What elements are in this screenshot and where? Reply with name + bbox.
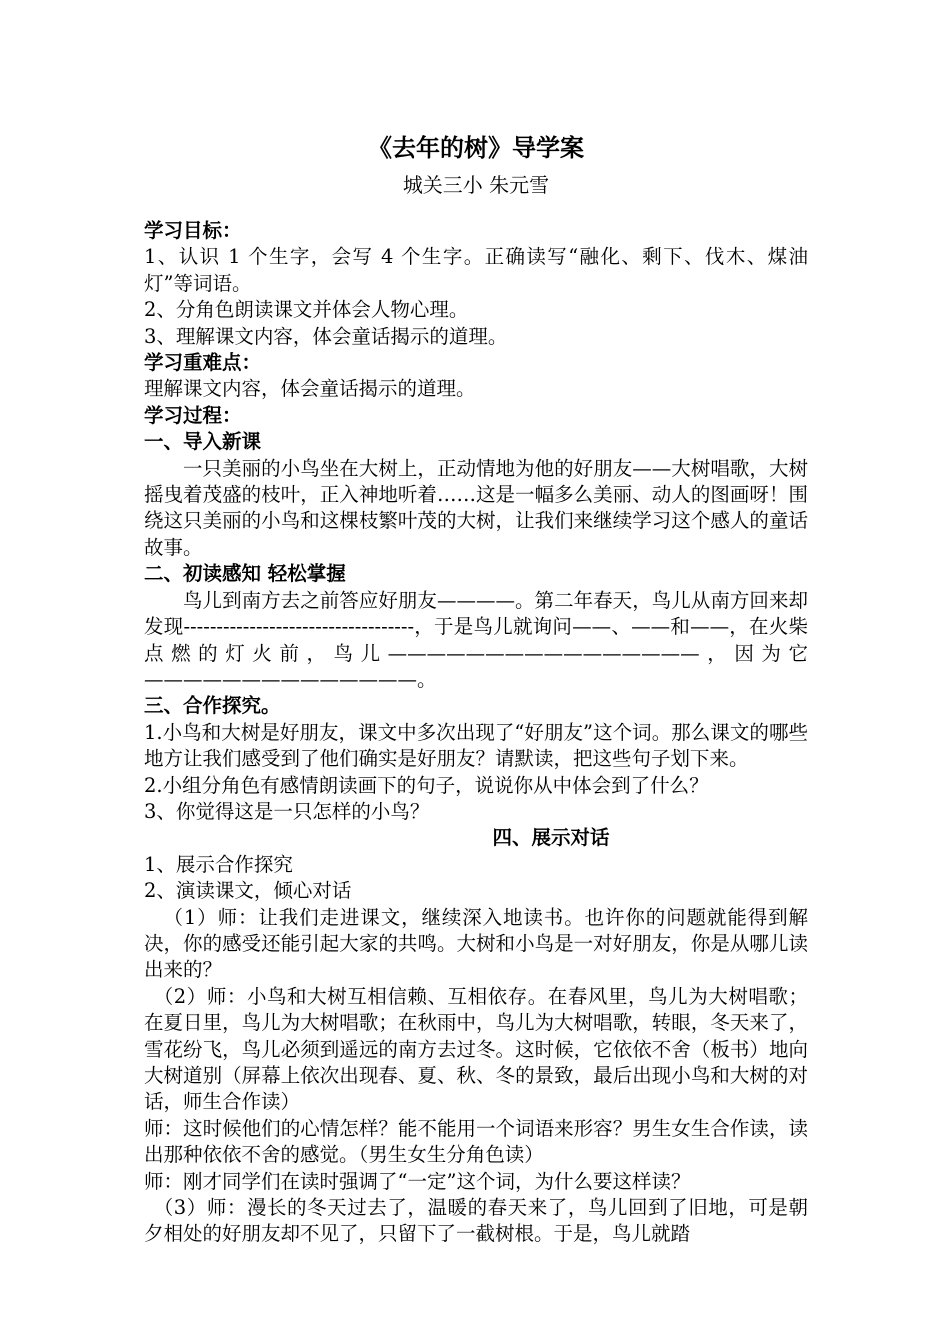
section-item: 1、展示合作探究	[144, 852, 293, 876]
key-points-text: 理解课文内容，体会童话揭示的道理。	[144, 377, 476, 401]
section-paragraph: 鸟儿到南方去之前答应好朋友————。第二年春天，鸟儿从南方回来却发现-----------------------------------，于是鸟儿就询问——、——和——，在火柴点燃的灯火前，鸟儿————————————————，因为它——————————————。	[144, 588, 808, 691]
dialogue-paragraph: （1）师：让我们走进课文，继续深入地读书。也许你的问题就能得到解决，你的感受还能引起大家的共鸣。大树和小鸟是一对好朋友，你是从哪儿读出来的？	[144, 905, 808, 982]
section-item: 2、演读课文，倾心对话	[144, 879, 352, 903]
dialogue-paragraph: （3）师：漫长的冬天过去了，温暖的春天来了，鸟儿回到了旧地，可是朝夕相处的好朋友却不见了，只留下了一截树根。于是，鸟儿就踏	[144, 1196, 808, 1246]
section-heading: 四、展示对话	[492, 826, 610, 850]
goal-item: 3、理解课文内容，体会童话揭示的道理。	[144, 324, 508, 348]
goal-item: 2、分角色朗读课文并体会人物心理。	[144, 298, 469, 322]
dialogue-paragraph: 师：这时候他们的心情怎样？能不能用一个词语来形容？男生女生合作读，读出那种依依不舍的感觉。（男生女生分角色读）	[144, 1116, 808, 1167]
dialogue-paragraph: 师：刚才同学们在读时强调了“一定”这个词，为什么要这样读？	[144, 1169, 691, 1193]
section-heading: 三、合作探究。	[144, 694, 281, 718]
process-heading: 学习过程：	[144, 403, 242, 427]
document-body	[144, 128, 808, 1248]
section-paragraph: 一只美丽的小鸟坐在大树上，正动情地为他的好朋友——大树唱歌，大树摇曳着茂盛的枝叶，正入神地听着……这是一幅多么美丽、动人的图画呀！围绕这只美丽的小鸟和这棵枝繁叶茂的大树，让我们来继续学习这个感人的童话故事。	[144, 456, 808, 559]
key-points-heading: 学习重难点：	[144, 351, 262, 375]
section-item: 1.小鸟和大树是好朋友，课文中多次出现了“好朋友”这个词。那么课文的哪些地方让我们感受到了他们确实是好朋友？请默读，把这些句子划下来。	[144, 720, 808, 771]
section-heading: 二、初读感知 轻松掌握	[144, 562, 346, 586]
section-heading: 一、导入新课	[144, 430, 262, 454]
document-author: 城关三小 朱元雪	[402, 173, 550, 197]
section-item: 3、你觉得这是一只怎样的小鸟？	[144, 799, 430, 823]
document-title: 《去年的树》导学案	[368, 133, 584, 162]
section-item: 2.小组分角色有感情朗读画下的句子，说说你从中体会到了什么？	[144, 773, 709, 797]
dialogue-paragraph: （2）师：小鸟和大树互相信赖、互相依存。在春风里，鸟儿为大树唱歌；在夏日里，鸟儿为大树唱歌；在秋雨中，鸟儿为大树唱歌，转眼，冬天来了，雪花纷飞，鸟儿必须到遥远的南方去过冬。这时候，它依依不舍（板书）地向大树道别（屏幕上依次出现春、夏、秋、冬的景致，最后出现小鸟和大树的对话，师生合作读）	[144, 984, 808, 1114]
goal-item: 1、认识 1 个生字，会写 4 个生字。正确读写“融化、剩下、伐木、煤油灯”等词语。	[144, 245, 808, 295]
goals-heading: 学习目标：	[144, 219, 242, 242]
